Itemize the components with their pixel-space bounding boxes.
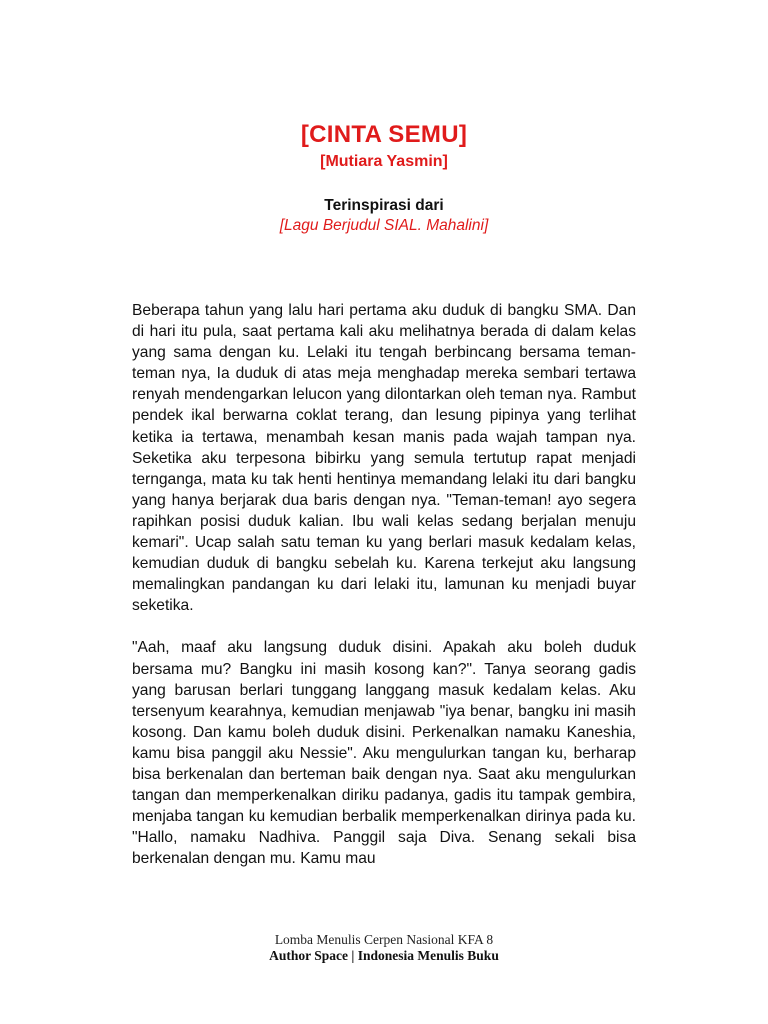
song-reference: [Lagu Berjudul SIAL. Mahalini]: [279, 217, 489, 234]
footer-competition: Lomba Menulis Cerpen Nasional KFA 8: [274, 932, 494, 947]
inspired-label: Terinspirasi dari: [324, 197, 444, 214]
paragraph-2: "Aah, maaf aku langsung duduk disini. Apakah aku boleh duduk bersama mu? Bangku ini masih kosong kan?". Tanya seorang gadis yang barusan berlari tunggang langgang masuk kedalam kelas. Aku tersenyum kearahnya, kemudian menjawab "iya benar, bangku ini masih kosong. Dan kamu boleh duduk disini. Perkenalkan namaku Kaneshia, kamu bisa panggil aku Nessie". Aku mengulurkan tangan ku, berharap bisa berkenalan dan berteman baik dengan nya. Saat aku mengulurkan tangan dan memperkenalkan diriku padanya, gadis itu tampak gembira, menjaba tangan ku kemudian berbalik memperkenalkan dirinya pada ku. "Hallo, namaku Nadhiva. Panggil saja Diva. Senang sekali bisa berkenalan dengan mu. Kamu mau: [132, 639, 636, 868]
paragraph-1: Beberapa tahun yang lalu hari pertama aku duduk di bangku SMA. Dan di hari itu pula, saat pertama kali aku melihatnya berada di dalam kelas yang sama dengan ku. Lelaki itu tengah berbincang bersama teman-teman nya, Ia duduk di atas meja menghadap mereka sembari tertawa renyah mendengarkan lelucon yang dilontarkan oleh teman nya. Rambut pendek ikal berwarna coklat terang, dan lesung pipinya yang terlihat ketika ia tertawa, menambah kesan manis pada wajah tampan nya. Seketika aku terpesona bibirku yang semula tertutup rapat menjadi ternganga, mata ku tak henti hentinya memandang lelaki itu dari bangku yang hanya berjarak dua baris dengan nya. "Teman-teman! ayo segera rapihkan posisi duduk kalian. Ibu wali kelas sedang berjalan menuju kemari". Ucap salah satu teman ku yang berlari masuk kedalam kelas, kemudian duduk di bangku sebelah ku. Karena terkejut aku langsung memalingkan pandangan ku dari lelaki itu, lamunan ku menjadi buyar seketika.: [132, 302, 636, 615]
story-title: [CINTA SEMU]: [300, 121, 468, 148]
footer-publisher: Author Space | Indonesia Menulis Buku: [269, 948, 499, 963]
author-name: [Mutiara Yasmin]: [320, 153, 448, 170]
story-body: [132, 300, 636, 890]
